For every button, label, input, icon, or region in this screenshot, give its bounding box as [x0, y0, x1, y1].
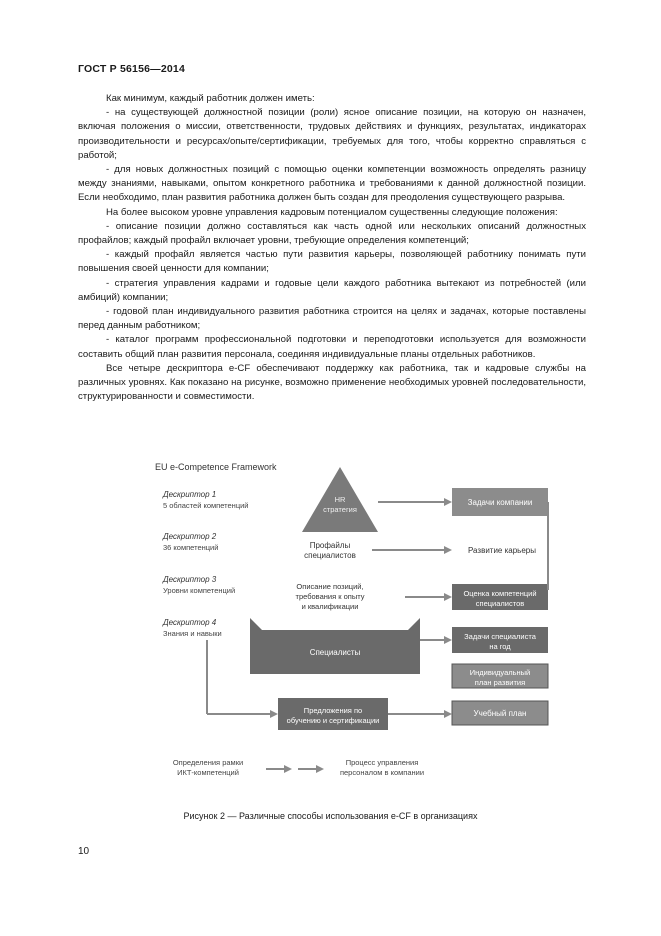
paragraph: - для новых должностных позиций с помощью оценки компетенции возможность определять разницу между знаниями, навыками, опытом конкретного работника и требованиями к данной должностной позиции. Если необходимо, план развития работника должен быть создан для преодоления существующего разрыва. — [78, 164, 586, 204]
paragraph: - описание позиции должно составляться как часть одной или нескольких описаний должностных профайлов; каждый профайл включает уровни, требующие определения компетенций; — [78, 220, 586, 247]
specialists-label: Специалисты — [309, 648, 361, 657]
figure-caption: Рисунок 2 — Различные способы использования e-CF в организациях — [183, 811, 478, 821]
document-header: ГОСТ Р 56156—2014 — [78, 63, 186, 75]
training-offer-label: Предложения по обучению и сертификации — [286, 706, 380, 725]
specialists-box-corner — [250, 618, 262, 630]
descriptor-2-desc: 36 компетенций — [163, 543, 219, 552]
competence-assessment-label: Оценка компетенций специалистов — [463, 589, 537, 608]
legend-left-label: Определения рамки ИКТ-компетенций — [172, 758, 244, 777]
profiles-label: Профайлы специалистов — [304, 541, 356, 560]
paragraph: На более высоком уровне управления кадровым потенциалом существенны следующие положения: — [106, 206, 558, 218]
paragraph: - годовой план индивидуального развития работника строится на целях и задачах, которые поставлены перед данным работником; — [78, 306, 586, 332]
specialist-tasks-label: Задачи специалиста на год — [464, 632, 536, 651]
descriptor-4-desc: Знания и навыки — [163, 629, 222, 638]
career-development-label: Развитие карьеры — [467, 546, 537, 555]
descriptor-1-desc: 5 областей компетенций — [163, 501, 249, 510]
descriptor-3-name: Дескриптор 3 — [163, 575, 217, 584]
specialists-box-corner — [408, 618, 420, 630]
paragraph: Все четыре дескриптора e-CF обеспечивают поддержку как работника, так и кадровые службы на различных уровнях. Как показано на рисунке, возможно применение необходимых уровней последовательности, структурированности и совместимости. — [78, 362, 586, 403]
position-description-label: Описание позиций, требования к опыту и квалификации — [295, 582, 365, 611]
company-tasks-label: Задачи компании — [467, 498, 533, 507]
paragraph: - каждый профайл является частью пути развития карьеры, позволяющей работнику понимать пути повышения своей ценности для компании; — [78, 249, 586, 275]
hr-strategy-label: HR стратегия — [323, 495, 357, 514]
paragraph: - стратегия управления кадрами и годовые цели каждого работника вытекают из потребностей (или амбиций) компании; — [78, 277, 586, 303]
descriptor-1-name: Дескриптор 1 — [163, 490, 217, 499]
paragraph: - каталог программ профессиональной подготовки и переподготовки используется для возможности составить общий план развития персонала, соединяя индивидуальные планы отдельных работников. — [78, 334, 586, 360]
descriptor-2-name: Дескриптор 2 — [163, 532, 217, 541]
framework-title: EU e-Competence Framework — [155, 462, 277, 472]
paragraph: Как минимум, каждый работник должен иметь: — [106, 93, 315, 104]
descriptor-4-name: Дескриптор 4 — [163, 618, 217, 627]
individual-plan-label: Индивидуальный план развития — [469, 668, 531, 687]
curriculum-label: Учебный план — [473, 709, 527, 718]
page-number: 10 — [78, 846, 90, 857]
descriptor-3-desc: Уровни компетенций — [163, 586, 236, 595]
legend-right-label: Процесс управления персоналом в компании — [339, 758, 425, 777]
paragraph: - на существующей должностной позиции (роли) ясное описание позиции, на которую он назначен, включая положения о миссии, ответственности, трудовых действиях и функциях, результатах, индикаторах производительности и ресурсах/опыте/сертификации, требуемых для того, чтобы корректно справляться с работой; — [78, 107, 586, 161]
